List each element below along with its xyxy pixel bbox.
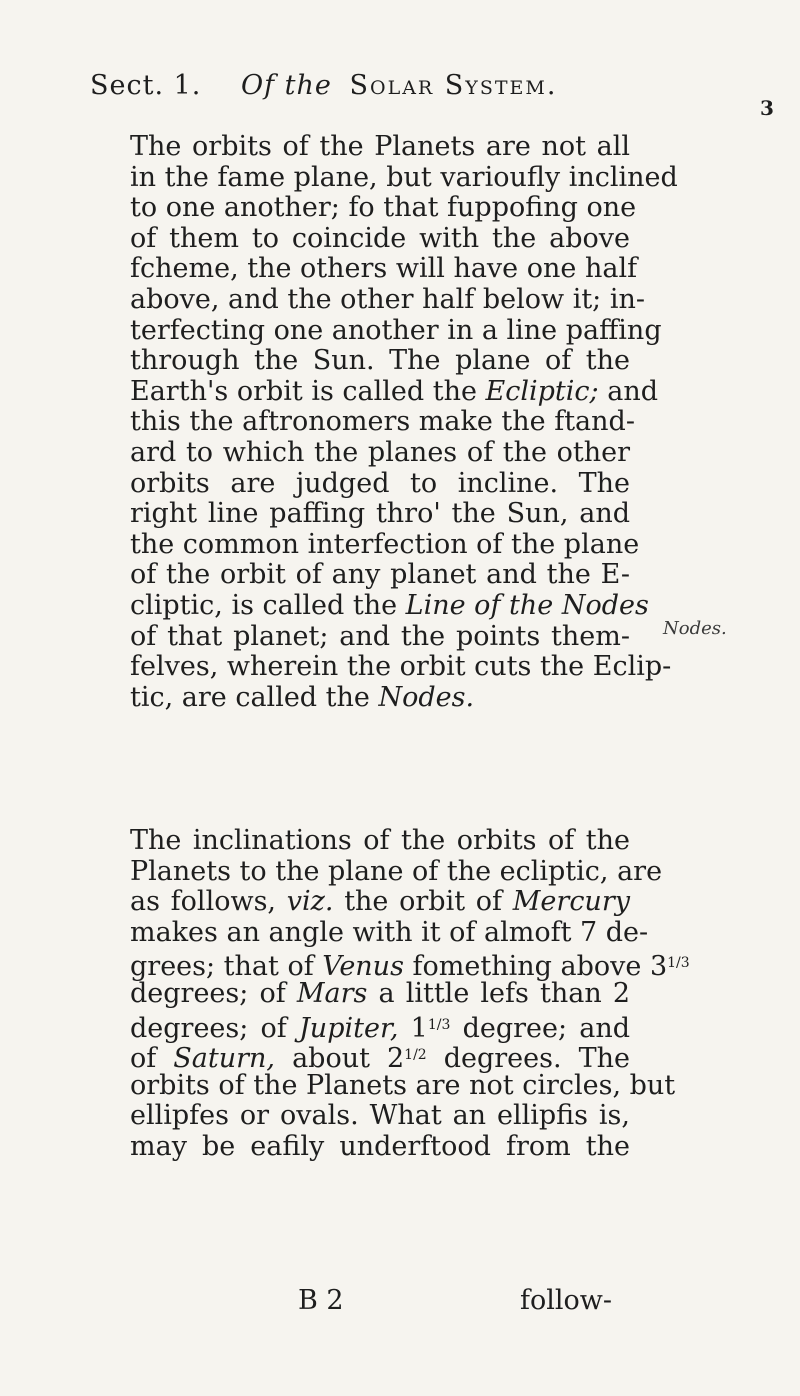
term-jupiter: Jupiter, — [298, 1012, 399, 1044]
text-line: as follows, viz. the orbit of Mercury — [130, 886, 630, 918]
text-line: may be eafily underftood from the — [130, 1130, 630, 1162]
term-mars: Mars — [296, 977, 368, 1009]
text-line: of them to coincide with the above — [130, 222, 630, 254]
paragraph-orbits — [130, 131, 678, 713]
text-line: The inclinations of the orbits of the — [130, 825, 630, 856]
text-line: this the aftronomers make the ftand- — [130, 406, 635, 438]
text-line: right line paffing thro' the Sun, and — [130, 498, 630, 530]
text-line: orbits are judged to incline. The — [130, 467, 630, 499]
text-line: ard to which the planes of the other — [130, 436, 630, 468]
term-line-of-nodes: Line of the Nodes — [405, 589, 649, 621]
text-line: degrees; of Mars a little lefs than 2 — [130, 977, 630, 1009]
term-nodes: Nodes. — [378, 681, 475, 713]
text-line: fcheme, the others will have one half — [130, 253, 638, 285]
text-line: Planets to the plane of the ecliptic, are — [130, 855, 663, 887]
header-title: Of the — [240, 70, 332, 101]
text-line: through the Sun. The plane of the — [130, 345, 630, 377]
text-line: felves, wherein the orbit cuts the Eclip- — [130, 651, 672, 683]
paragraph-inclinations — [130, 825, 690, 1163]
text-line: terfecting one another in a line paffing — [130, 314, 662, 346]
fraction: 1/2 — [404, 1047, 427, 1064]
text-line: makes an angle with it of almoft 7 de- — [130, 916, 649, 948]
text-line: degrees; of Jupiter, $1^{1/3}$ degree; and — [130, 1012, 631, 1044]
text-line: of Saturn, about $2^{1/2}$ degrees. The — [130, 1043, 630, 1075]
text-line: The orbits of the Planets are not all — [130, 131, 630, 162]
page-number: 3 — [760, 96, 774, 120]
text-line: in the fame plane, but varioufly inclined — [130, 161, 678, 193]
text-line: cliptic, is called the Line of the Nodes — [130, 589, 649, 621]
section-label: Sect. 1. — [90, 70, 202, 101]
fraction: 1/3 — [427, 1016, 451, 1033]
catchword: follow- — [520, 1285, 613, 1316]
text-line: of the orbit of any planet and the E- — [130, 559, 630, 591]
marginal-note: Nodes. — [663, 618, 727, 639]
text-line: to one another; fo that fuppofing one — [130, 192, 637, 224]
running-header — [90, 70, 660, 101]
text-line: grees; that of Venus fomething above $3^{1/3}$ — [130, 951, 690, 983]
term-mercury: Mercury — [512, 886, 630, 918]
text-line: Earth's orbit is called the Ecliptic; and — [130, 375, 658, 407]
text-line: the common interfection of the plane — [130, 528, 640, 560]
text-line: orbits of the Planets are not circles, but — [130, 1069, 676, 1101]
fraction: 1/3 — [667, 955, 690, 972]
text-line: of that planet; and the points them- — [130, 620, 630, 652]
term-ecliptic: Ecliptic; — [485, 375, 599, 407]
header-subtitle: Solar System. — [349, 70, 558, 101]
term-venus: Venus — [322, 951, 404, 983]
text-line: tic, are called the Nodes. — [130, 681, 475, 713]
text-line: above, and the other half below it; in- — [130, 283, 646, 315]
term-saturn: Saturn, — [173, 1043, 276, 1075]
text-line: ellipfes or ovals. What an ellipfis is, — [130, 1100, 630, 1132]
signature-mark: B 2 — [298, 1285, 344, 1316]
